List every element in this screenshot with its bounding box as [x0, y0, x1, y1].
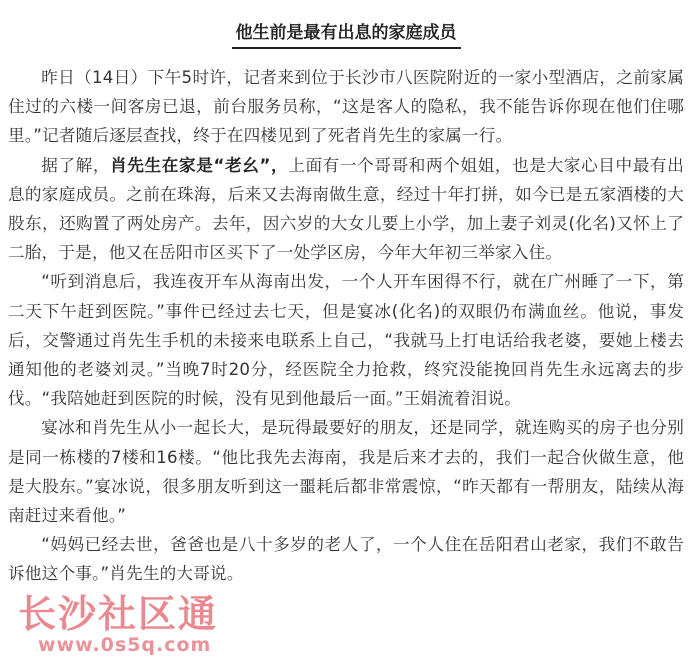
- paragraph-text: “听到消息后，我连夜开车从海南出发，一个人开车困得不行，就在广州睡了一下，第二天下午赶到医院。”事件已经过去七天，但是宴冰(化名)的双眼仍布满血丝。他说，事发后，交警通过肖先生手机的未接来电联系上自己，“我就马上打电话给我老婆，要她上楼去通知他的老婆刘灵。”当晚7时20分，经医院全力抢救，终究没能挽回肖先生永远离去的步伐。“我陪她赶到医院的时候，没有见到他最后一面。”王娟流着泪说。: [8, 272, 684, 409]
- paragraph-text: 宴冰和肖先生从小一起长大，是玩得最要好的朋友，还是同学，就连购买的房子也分别是同一栋楼的7楼和16楼。“他比我先去海南，我是后来才去的，我们一起合伙做生意，他是大股东。”宴冰说，很多朋友听到这一噩耗后都非常震惊，“昨天都有一帮朋友，陆续从海南赶过来看他。”: [8, 418, 684, 526]
- paragraph-text: 上面有一个哥哥和两个姐姐，也是大家心目中最有出息的家庭成员。之前在珠海，后来又去海南做生意，经过十年打拼，如今已是五家酒楼的大股东，还购置了两处房产。去年，因六岁的大女儿要上小学，加上妻子刘灵(化名)又怀上了二胎，于是，他又在岳阳市区买下了一处学区房，今年大年初三举家入住。: [8, 155, 684, 263]
- paragraph-text: 据了解，: [41, 155, 111, 175]
- watermark-logo-text: 长沙社区通: [18, 592, 219, 636]
- paragraph-5: [8, 530, 684, 588]
- article-header: [8, 22, 684, 49]
- watermark-url: www.0s5q.com: [38, 634, 212, 656]
- site-watermark: [18, 592, 268, 662]
- paragraph-4: [8, 413, 684, 530]
- paragraph-text: “妈妈已经去世，爸爸也是八十多岁的老人了，一个人住在岳阳君山老家，我们不敢告诉他这个事。”肖先生的大哥说。: [8, 535, 684, 584]
- paragraph-2: [8, 151, 684, 268]
- paragraph-highlight: 肖先生在家是“老幺”，: [110, 155, 289, 175]
- article: [8, 22, 684, 589]
- paragraph-3: [8, 267, 684, 413]
- paragraph-text: 昨日（14日）下午5时许，记者来到位于长沙市八医院附近的一家小型酒店，之前家属住过的六楼一间客房已退，前台服务员称，“这是客人的隐私，我不能告诉你现在他们住哪里。”记者随后逐层查找，终于在四楼见到了死者肖先生的家属一行。: [8, 68, 684, 146]
- paragraph-1: [8, 63, 684, 151]
- article-title: 他生前是最有出息的家庭成员: [232, 22, 461, 49]
